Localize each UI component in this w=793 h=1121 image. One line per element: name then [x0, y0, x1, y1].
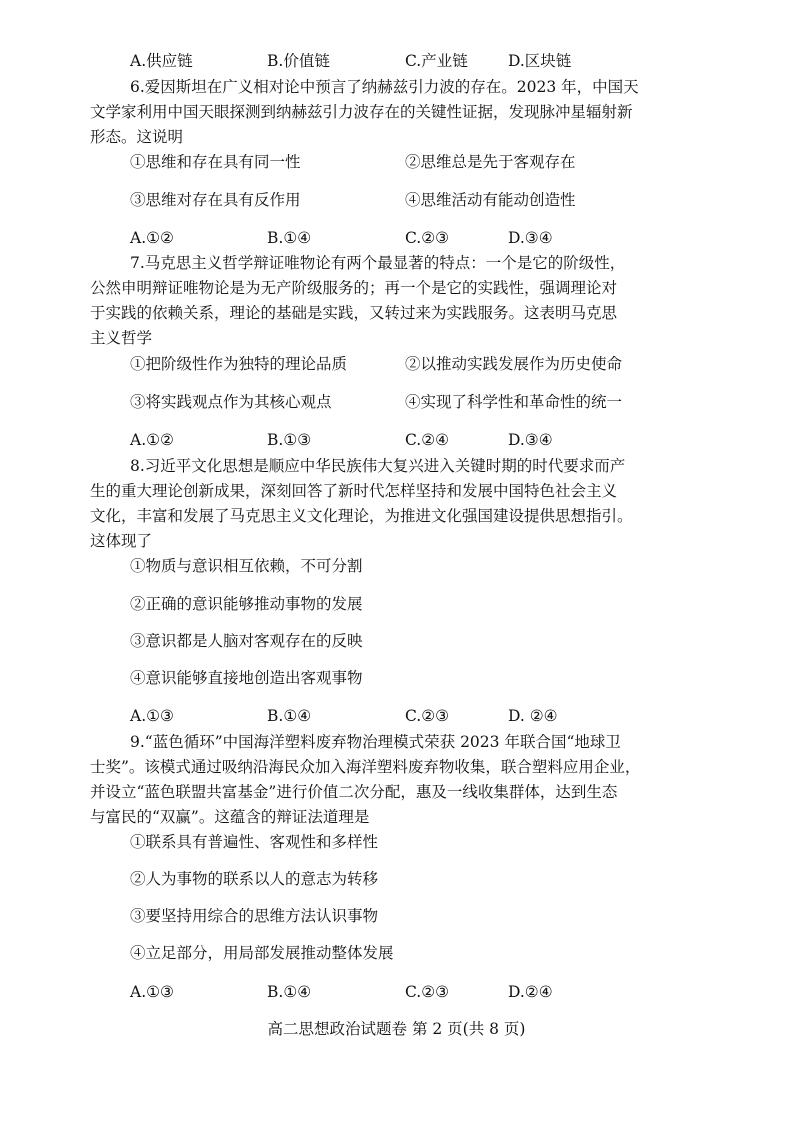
- q8-statement-4: ④意识能够直接地创造出客观事物: [130, 669, 363, 687]
- q8-choice-c: C.②③: [405, 707, 450, 725]
- q6-choice-a: A.①②: [130, 229, 174, 247]
- q8-statement-1: ①物质与意识相互依赖，不可分割: [130, 557, 363, 575]
- q9-stem-line-2: 士奖”。该模式通过吸纳沿海民众加入海洋塑料废弃物收集，联合塑料应用企业，: [90, 758, 641, 776]
- q6-stem-line-1: 6.爱因斯坦在广义相对论中预言了纳赫兹引力波的存在。2023 年，中国天: [130, 78, 639, 96]
- q8-choice-d: D. ②④: [508, 707, 558, 725]
- q8-statement-2: ②正确的意识能够推动事物的发展: [130, 595, 363, 613]
- q8-choice-a: A.①③: [130, 707, 174, 725]
- page-footer: 高二思想政治试题卷 第 2 页(共 8 页): [267, 1020, 526, 1038]
- q9-statement-1: ①联系具有普遍性、客观性和多样性: [130, 833, 379, 851]
- q6-statement-2: ②思维总是先于客观存在: [405, 153, 576, 171]
- q7-stem-line-1: 7.马克思主义哲学辩证唯物论有两个最显著的特点：一个是它的阶级性，: [130, 254, 626, 272]
- q7-statement-2: ②以推动实践发展作为历史使命: [405, 355, 623, 373]
- q7-statement-4: ④实现了科学性和革命性的统一: [405, 393, 623, 411]
- q8-stem-line-4: 这体现了: [90, 532, 153, 550]
- q7-choice-a: A.①②: [130, 431, 174, 449]
- q9-stem-line-1: 9.“蓝色循环”中国海洋塑料废弃物治理模式荣获 2023 年联合国“地球卫: [130, 733, 621, 751]
- q9-statement-3: ③要坚持用综合的思维方法认识事物: [130, 907, 379, 925]
- q9-stem-line-4: 与富民的“双赢”。这蕴含的辩证法道理是: [90, 808, 370, 826]
- q6-stem-line-2: 文学家利用中国天眼探测到纳赫兹引力波存在的关键性证据，发现脉冲星辐射新: [90, 103, 633, 121]
- q9-choice-a: A.①③: [130, 983, 174, 1001]
- q9-choice-c: C.②③: [405, 983, 450, 1001]
- q9-statement-2: ②人为事物的联系以人的意志为转移: [130, 870, 379, 888]
- q6-stem-line-3: 形态。这说明: [90, 128, 184, 146]
- q6-choice-c: C.②③: [405, 229, 450, 247]
- q7-choice-b: B.①③: [267, 431, 312, 449]
- q9-stem-line-3: 并设立“蓝色联盟共富基金”进行价值二次分配，惠及一线收集群体，达到生态: [90, 783, 618, 801]
- q9-statement-4: ④立足部分，用局部发展推动整体发展: [130, 944, 394, 962]
- q9-choice-b: B.①④: [267, 983, 312, 1001]
- q9-choice-d: D.②④: [508, 983, 553, 1001]
- q8-stem-line-2: 生的重大理论创新成果，深刻回答了新时代怎样坚持和发展中国特色社会主义: [90, 482, 618, 500]
- q7-statement-1: ①把阶级性作为独特的理论品质: [130, 355, 348, 373]
- q8-stem-line-3: 文化，丰富和发展了马克思主义文化理论，为推进文化强国建设提供思想指引。: [90, 507, 633, 525]
- q8-choice-b: B.①④: [267, 707, 312, 725]
- q6-statement-3: ③思维对存在具有反作用: [130, 191, 301, 209]
- q6-choice-d: D.③④: [508, 229, 553, 247]
- q7-stem-line-3: 于实践的依赖关系，理论的基础是实践，又转过来为实践服务。这表明马克思: [90, 304, 618, 322]
- q8-stem-line-1: 8.习近平文化思想是顺应中华民族伟大复兴进入关键时期的时代要求而产: [130, 457, 626, 475]
- q5-choice-a: A.供应链: [130, 52, 193, 70]
- q5-choice-d: D.区块链: [508, 52, 572, 70]
- q7-stem-line-2: 公然申明辩证唯物论是为无产阶级服务的；再一个是它的实践性，强调理论对: [90, 279, 618, 297]
- q7-choice-c: C.②④: [405, 431, 450, 449]
- q8-statement-3: ③意识都是人脑对客观存在的反映: [130, 632, 363, 650]
- q7-choice-d: D.③④: [508, 431, 553, 449]
- q6-choice-b: B.①④: [267, 229, 312, 247]
- q6-statement-1: ①思维和存在具有同一性: [130, 153, 301, 171]
- q5-choice-b: B.价值链: [267, 52, 330, 70]
- q7-stem-line-4: 主义哲学: [90, 329, 153, 347]
- q6-statement-4: ④思维活动有能动创造性: [405, 191, 576, 209]
- q5-choice-c: C.产业链: [405, 52, 468, 70]
- q7-statement-3: ③将实践观点作为其核心观点: [130, 393, 332, 411]
